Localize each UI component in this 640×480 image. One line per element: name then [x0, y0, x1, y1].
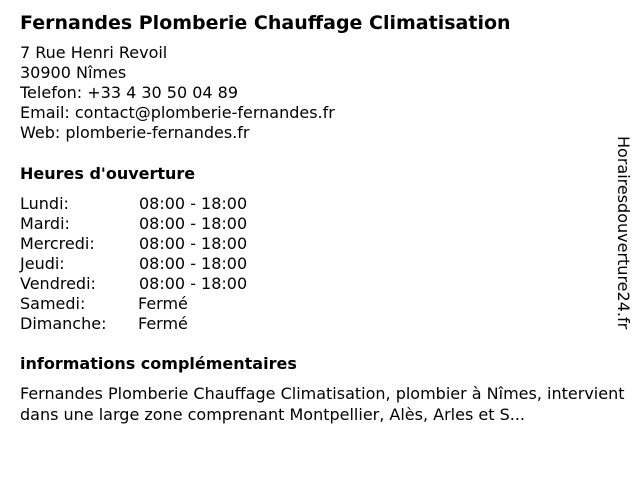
day-hours: 08:00 - 18:00	[139, 274, 248, 293]
day-hours: Fermé	[138, 314, 188, 333]
additional-info-heading: informations complémentaires	[20, 354, 297, 373]
hours-row-dimanche	[20, 314, 247, 334]
hours-row-mardi	[20, 214, 247, 234]
business-description: Fernandes Plomberie Chauffage Climatisation, plombier à Nîmes, intervient dans une large zone comprenant Montpellier, Alès, Arles et S...	[20, 384, 625, 424]
hours-row-mercredi	[20, 234, 247, 254]
city-postcode: 30900 Nîmes	[20, 63, 127, 82]
site-watermark: Horairesdouverture24.fr	[614, 136, 633, 330]
day-label: Jeudi:	[20, 254, 65, 273]
day-hours: 08:00 - 18:00	[139, 214, 248, 233]
day-hours: 08:00 - 18:00	[139, 234, 248, 253]
business-name: Fernandes Plomberie Chauffage Climatisation	[20, 12, 511, 34]
day-hours: Fermé	[138, 294, 188, 313]
day-label: Mercredi:	[20, 234, 95, 253]
day-label: Vendredi:	[20, 274, 96, 293]
hours-row-samedi	[20, 294, 247, 314]
phone-number: Telefon: +33 4 30 50 04 89	[20, 83, 239, 102]
email-address: Email: contact@plomberie-fernandes.fr	[20, 103, 335, 122]
hours-row-lundi	[20, 194, 247, 214]
day-label: Dimanche:	[20, 314, 107, 333]
day-label: Mardi:	[20, 214, 70, 233]
opening-hours-heading: Heures d'ouverture	[20, 164, 196, 183]
day-hours: 08:00 - 18:00	[139, 194, 248, 213]
day-label: Samedi:	[20, 294, 86, 313]
day-label: Lundi:	[20, 194, 69, 213]
hours-row-jeudi	[20, 254, 247, 274]
website-address: Web: plomberie-fernandes.fr	[20, 123, 250, 142]
street-address: 7 Rue Henri Revoil	[20, 43, 168, 62]
contact-block	[20, 43, 335, 143]
hours-row-vendredi	[20, 274, 247, 294]
opening-hours-table	[20, 194, 247, 334]
day-hours: 08:00 - 18:00	[139, 254, 248, 273]
